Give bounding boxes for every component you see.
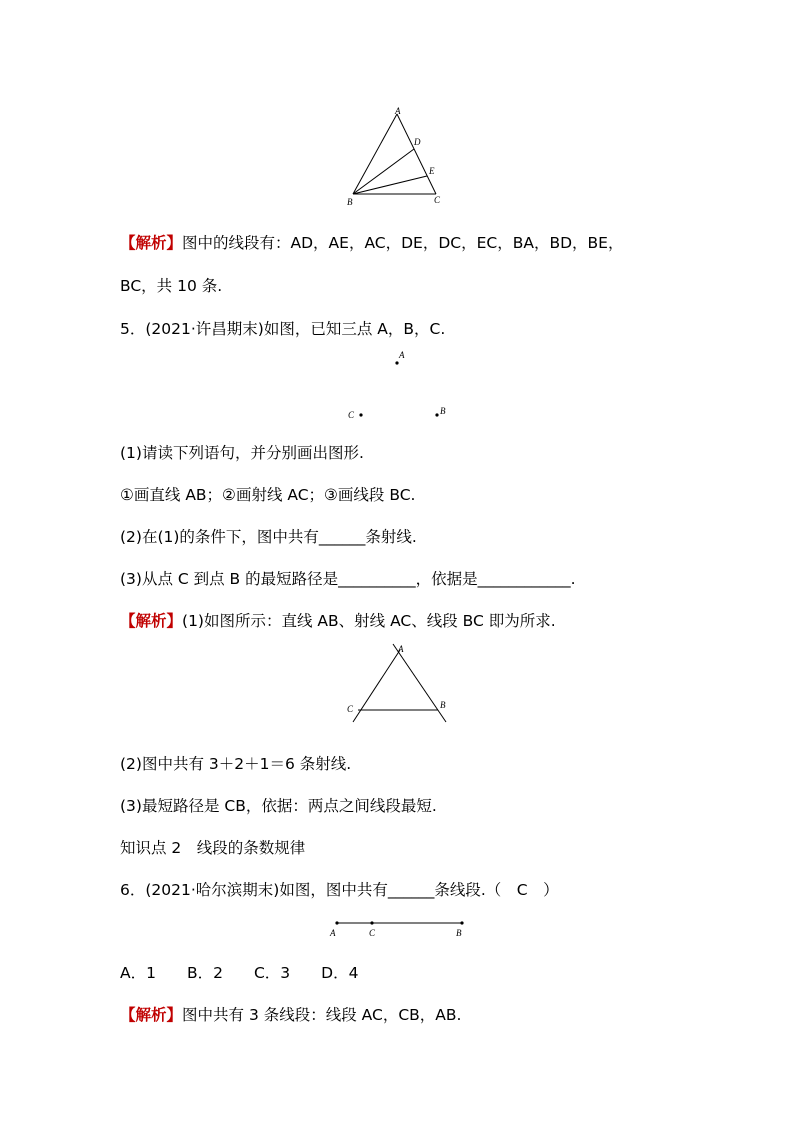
q5-analysis-line2: (2)图中共有 3＋2＋1＝6 条射线. <box>120 755 352 773</box>
label-b: B <box>456 928 462 938</box>
point-c <box>370 921 373 924</box>
label-c: C <box>347 704 354 714</box>
label-c: C <box>369 928 376 938</box>
q5-part1: (1)请读下列语句，并分别画出图形. <box>120 444 364 462</box>
point-c <box>359 413 362 416</box>
segment-figure <box>325 915 470 941</box>
label-c: C <box>348 410 355 420</box>
label-b: B <box>347 197 353 207</box>
label-d: D <box>414 137 421 147</box>
segment-bd <box>353 149 414 194</box>
analysis-tag: 【解析】 <box>120 1006 183 1024</box>
ray-ac <box>353 650 400 722</box>
triangle-figure <box>340 104 450 208</box>
label-a: A <box>399 350 405 360</box>
label-a: A <box>398 644 404 654</box>
q4-analysis-line2: BC，共 10 条. <box>120 277 223 295</box>
q6-analysis: 【解析】图中共有 3 条线段：线段 AC，CB，AB. <box>120 1006 462 1024</box>
q4-analysis-line1: 【解析】图中的线段有：AD，AE，AC，DE，DC，EC，BA，BD，BE， <box>120 234 624 252</box>
q5-part1-items: ①画直线 AB；②画射线 AC；③画线段 BC. <box>120 486 416 504</box>
lines-figure <box>340 640 455 728</box>
q5-stem: 5．(2021·许昌期末)如图，已知三点 A，B，C. <box>120 320 446 338</box>
label-c: C <box>434 195 441 205</box>
label-a: A <box>395 106 401 116</box>
q6-answer: C <box>516 881 528 899</box>
three-points-figure <box>340 348 460 424</box>
q5-analysis-line3: (3)最短路径是 CB，依据：两点之间线段最短. <box>120 797 437 815</box>
point-b <box>435 413 438 416</box>
point-a <box>335 921 338 924</box>
q5-analysis-line1: 【解析】(1)如图所示：直线 AB、射线 AC、线段 BC 即为所求. <box>120 612 556 630</box>
section-heading: 知识点 2 线段的条数规律 <box>120 839 306 857</box>
segment-ab <box>353 114 397 194</box>
q6-options: A．1 B．2 C．3 D．4 <box>120 964 359 982</box>
label-b: B <box>440 700 446 710</box>
label-b: B <box>440 406 446 416</box>
point-b <box>460 921 463 924</box>
q5-part3: (3)从点 C 到点 B 的最短路径是__________，依据是____________. <box>120 570 576 588</box>
label-e: E <box>429 166 435 176</box>
analysis-tag: 【解析】 <box>120 234 183 252</box>
analysis-tag: 【解析】 <box>120 612 183 630</box>
q5-part2: (2)在(1)的条件下，图中共有______条射线. <box>120 528 417 546</box>
label-a: A <box>330 928 336 938</box>
point-a <box>395 361 398 364</box>
segment-be <box>353 176 427 194</box>
q6-stem: 6．(2021·哈尔滨期末)如图，图中共有______条线段.（ C ） <box>120 881 559 899</box>
